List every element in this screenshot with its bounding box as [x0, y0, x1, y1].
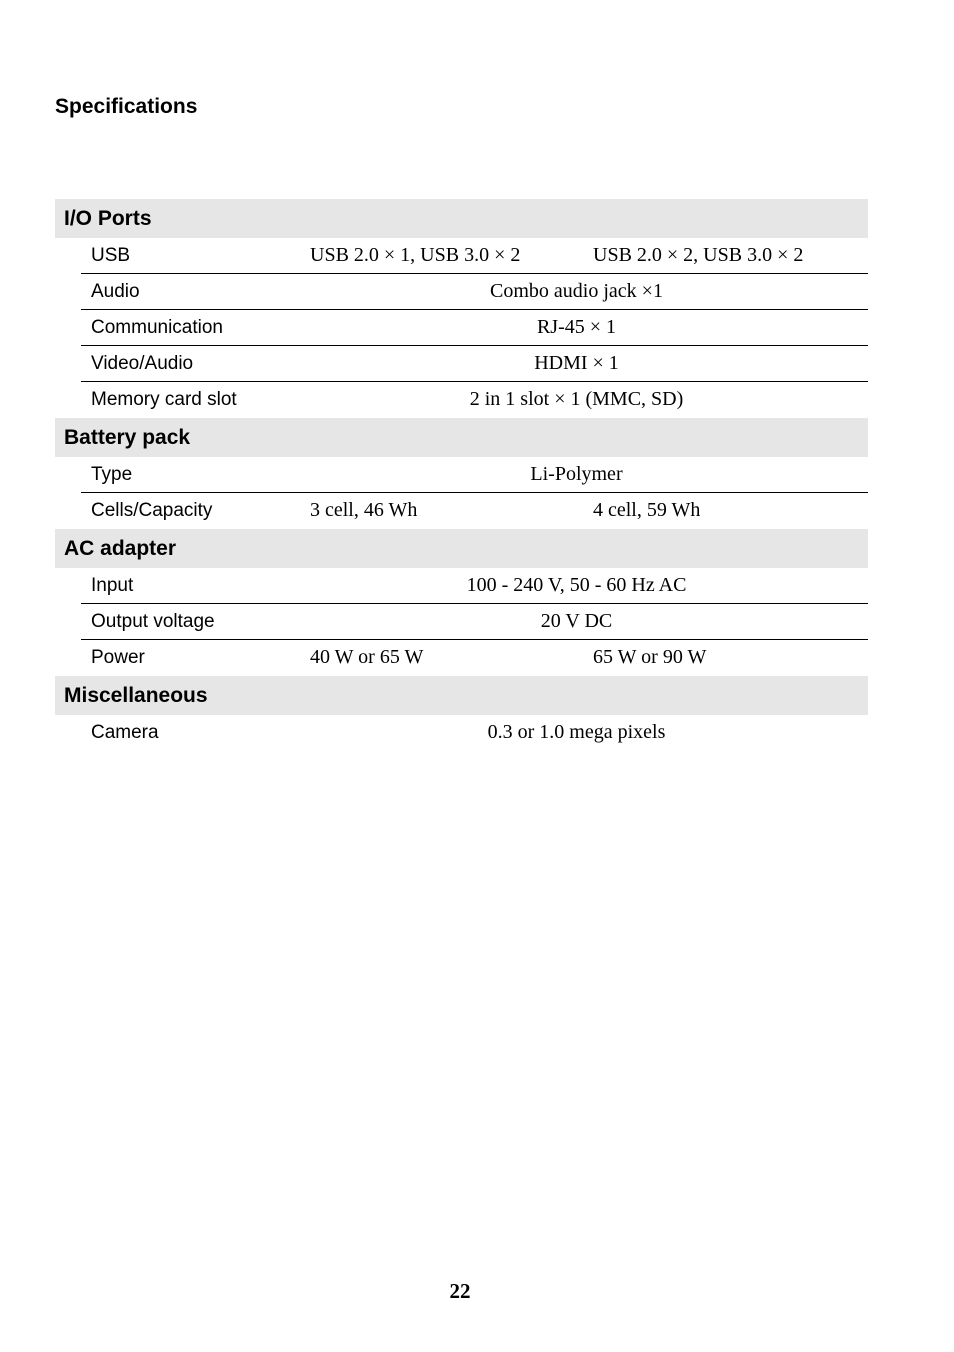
- spec-value: 0.3 or 1.0 mega pixels: [487, 721, 666, 743]
- spec-value-model-b: 4 cell, 59 Wh: [593, 499, 701, 521]
- spec-label: Input: [91, 575, 134, 596]
- page-title: Specifications: [55, 95, 198, 118]
- specifications-table: [55, 199, 868, 751]
- spec-value-model-a: USB 2.0 × 1, USB 3.0 × 2: [310, 244, 521, 266]
- spec-value-model-a: 3 cell, 46 Wh: [310, 499, 418, 521]
- spec-value: HDMI × 1: [534, 352, 619, 374]
- spec-value-model-b: USB 2.0 × 2, USB 3.0 × 2: [593, 244, 804, 266]
- spec-value: 20 V DC: [540, 610, 613, 632]
- spec-row-output-voltage: [81, 604, 868, 640]
- spec-value: 100 - 240 V, 50 - 60 Hz AC: [466, 574, 687, 596]
- spec-label: Memory card slot: [91, 389, 237, 410]
- spec-label: Camera: [91, 722, 159, 743]
- spec-value: 2 in 1 slot × 1 (MMC, SD): [469, 388, 684, 410]
- spec-label: Cells/Capacity: [91, 500, 213, 521]
- section-header-io-ports: I/O Ports: [55, 199, 868, 238]
- section-header-miscellaneous: Miscellaneous: [55, 676, 868, 715]
- section-header-ac-adapter: AC adapter: [55, 529, 868, 568]
- spec-label: Video/Audio: [91, 353, 194, 374]
- spec-value-model-b: 65 W or 90 W: [593, 646, 707, 668]
- page-number: 22: [449, 1279, 471, 1303]
- spec-value-model-a: 40 W or 65 W: [310, 646, 424, 668]
- spec-row-input: [81, 568, 868, 604]
- spec-label: USB: [91, 245, 131, 266]
- spec-row-power: [81, 640, 868, 676]
- spec-row-communication: [81, 310, 868, 346]
- spec-row-type: [81, 457, 868, 493]
- spec-label: Audio: [91, 281, 140, 302]
- spec-row-video-audio: [81, 346, 868, 382]
- spec-value: RJ-45 × 1: [536, 316, 617, 338]
- spec-value: Combo audio jack ×1: [490, 280, 663, 302]
- spec-row-cells-capacity: [81, 493, 868, 529]
- spec-label: Output voltage: [91, 611, 215, 632]
- spec-row-camera: [81, 715, 868, 751]
- spec-row-memory-card-slot: [81, 382, 868, 418]
- spec-label: Communication: [91, 317, 223, 338]
- spec-row-usb: [81, 238, 868, 274]
- spec-value: Li-Polymer: [530, 463, 623, 485]
- spec-row-audio: [81, 274, 868, 310]
- spec-label: Power: [91, 647, 145, 668]
- spec-label: Type: [91, 464, 133, 485]
- section-header-battery-pack: Battery pack: [55, 418, 868, 457]
